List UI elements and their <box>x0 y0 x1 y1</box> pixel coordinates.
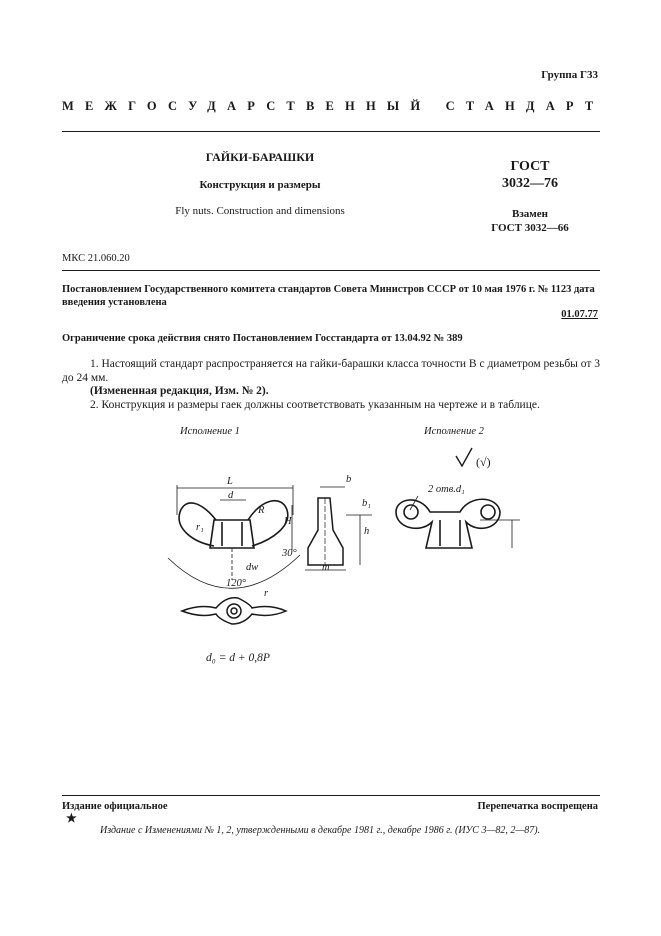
gost-number: 3032—76 <box>502 176 558 191</box>
label-L: L <box>227 476 233 487</box>
label-R: R <box>258 505 265 516</box>
replaces-label: Взамен <box>512 208 548 220</box>
label-m: m <box>322 562 330 573</box>
group-code: Группа Г33 <box>541 69 598 81</box>
label-angle-30: 30° <box>282 548 297 559</box>
replaces-number: ГОСТ 3032—66 <box>491 222 569 234</box>
formula: d₀ = d + 0,8P <box>206 652 270 664</box>
roughness-label: (√) <box>476 455 491 469</box>
decree-text: Постановлением Государственного комитета стандартов Совета Министров СССР от 10 мая 1976 г. № 1123 дата введения установлена <box>62 284 595 308</box>
caption-version-1: Исполнение 1 <box>180 426 240 437</box>
label-d: d <box>228 490 234 501</box>
document-title: ГАЙКИ-БАРАШКИ <box>205 150 315 164</box>
gost-label: ГОСТ <box>510 159 550 174</box>
clause-2: 2. Конструкция и размеры гаек должны соответствовать указанным на чертеже и в таблице. <box>90 399 540 411</box>
clause-1-note: (Измененная редакция, Изм. № 2). <box>90 385 269 397</box>
label-b: b <box>346 474 352 485</box>
limitation-text: Ограничение срока действия снято Постановлением Госстандарта от 13.04.92 № 389 <box>62 333 463 344</box>
star-mark: ★ <box>66 811 77 825</box>
mks-code: МКС 21.060.20 <box>62 253 130 264</box>
label-r-top: r <box>264 588 269 599</box>
label-holes: 2 отв.d₁ <box>428 484 465 495</box>
edition-note: Издание с Изменениями № 1, 2, утвержденными в декабре 1981 г., декабре 1986 г. (ИУС 3—82, 2—87). <box>100 825 541 836</box>
footer-rule <box>62 795 600 796</box>
label-h: h <box>364 526 370 537</box>
label-r1: r₁ <box>196 522 204 533</box>
label-b1: b₁ <box>362 498 371 509</box>
version1-top-view <box>182 598 286 624</box>
english-title: Fly nuts. Construction and dimensions <box>175 205 345 217</box>
version1-side-view <box>308 498 343 565</box>
label-dw: dw <box>246 562 259 573</box>
official-edition: Издание официальное <box>62 801 168 812</box>
document-subtitle: Конструкция и размеры <box>199 179 321 191</box>
label-angle-120: 120° <box>226 578 246 589</box>
version1-dimensions <box>168 485 300 588</box>
caption-version-2: Исполнение 2 <box>424 426 484 437</box>
version2-dimensions <box>410 496 520 548</box>
reprint-prohibited: Перепечатка воспрещена <box>477 801 598 812</box>
introduction-date: 01.07.77 <box>561 309 598 320</box>
label-H: H <box>284 516 292 527</box>
roughness-symbol <box>456 448 472 466</box>
standard-banner: МЕЖГОСУДАРСТВЕННЫЙ СТАНДАРТ <box>62 99 605 113</box>
clause-1: 1. Настоящий стандарт распространяется на гайки-барашки класса точности В с диаметром резьбы от 3 до 24 мм. <box>62 358 601 384</box>
